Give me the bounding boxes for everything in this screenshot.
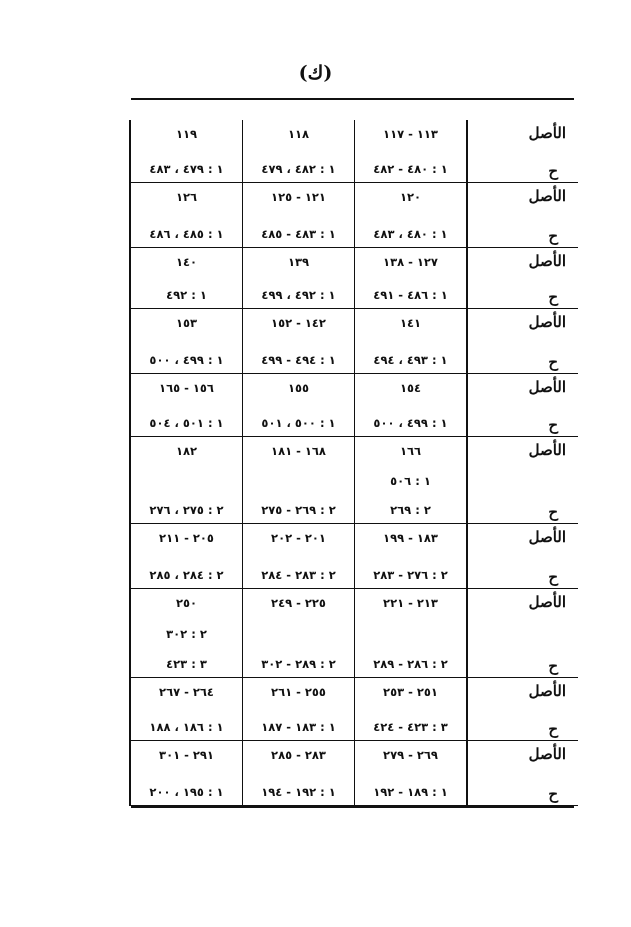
row-label-cell [467,437,578,524]
cell-locator: ١ : ١٩٥ ، ٢٠٠ [149,785,224,799]
table-cell [243,589,355,678]
cell-reference: ١٥٣ [175,316,198,330]
row-label-cell [467,589,578,678]
cell-reference: ١٢٧ - ١٣٨ [383,255,438,269]
cell-reference: ١٦٦ [399,444,422,458]
cell-locator: ٢ : ٢٧٥ ، ٢٧٦ [149,503,224,517]
table-row [130,678,578,741]
table-cell [355,524,468,589]
label-ha: ح [548,353,558,371]
cell-locator: ٣ : ٤٢٣ - ٤٢٤ [373,720,448,734]
table-cell [130,589,243,678]
concordance-table [129,120,578,806]
cell-reference: ٢٨٣ - ٢٨٥ [271,748,326,762]
label-ha: ح [548,568,558,586]
label-ha: ح [548,162,558,180]
cell-reference: ١٣٩ [287,255,310,269]
table-cell [130,524,243,589]
table-cell [130,437,243,524]
row-label-cell [467,741,578,806]
table-cell [243,741,355,806]
cell-locator: ٢ : ٢٦٩ - ٢٧٥ [261,503,336,517]
table-cell [355,120,468,183]
label-ha: ح [548,720,558,738]
cell-reference: ١١٨ [287,127,310,141]
table-cell [355,589,468,678]
cell-reference: ٢٩١ - ٣٠١ [159,748,214,762]
cell-reference: ٢٦٩ - ٢٧٩ [383,748,438,762]
table-cell [130,741,243,806]
cell-locator: ٣ : ٤٢٣ [166,657,207,671]
cell-reference: ٢٥٥ - ٢٦١ [271,685,326,699]
cell-locator: ١ : ٤٨٥ ، ٤٨٦ [149,227,224,241]
table-cell [243,437,355,524]
cell-reference: ١٤٢ - ١٥٢ [271,316,326,330]
label-ha: ح [548,416,558,434]
top-rule [131,98,574,100]
table-row [130,309,578,374]
cell-locator: ٢ : ٢٧٦ - ٢٨٣ [373,568,448,582]
cell-locator: ١ : ٤٩٤ - ٤٩٩ [261,353,336,367]
label-asl: الأصل [528,187,566,205]
cell-locator: ١ : ٤٩٩ ، ٥٠٠ [149,353,224,367]
row-label-cell [467,678,578,741]
row-label-cell [467,524,578,589]
cell-locator: ١ : ٤٨٠ - ٤٨٢ [373,162,448,176]
cell-locator: ١ : ٤٩٢ [166,288,207,302]
table-cell [130,248,243,309]
cell-reference: ١١٩ [175,127,198,141]
label-asl: الأصل [528,378,566,396]
label-ha: ح [548,503,558,521]
cell-reference: ٢٢٥ - ٢٤٩ [271,596,326,610]
cell-reference: ٢٠٥ - ٢١١ [159,531,214,545]
cell-locator: ١ : ١٨٣ - ١٨٧ [261,720,336,734]
table-row [130,374,578,437]
cell-locator: ١ : ٤٨٣ - ٤٨٥ [261,227,336,241]
table-cell [355,183,468,248]
table-cell [130,678,243,741]
cell-locator: ١ : ٤٨٢ ، ٤٧٩ [261,162,336,176]
table-cell [243,248,355,309]
cell-locator: ١ : ٤٨٠ ، ٤٨٣ [373,227,448,241]
page-header: (ك) [298,62,333,84]
table-row [130,183,578,248]
cell-reference: ١٨٣ - ١٩٩ [383,531,438,545]
table-cell [355,248,468,309]
table-cell [130,374,243,437]
table-cell [355,437,468,524]
cell-locator: ١ : ٥٠٠ ، ٥٠١ [261,416,336,430]
cell-locator: ١ : ٤٩٩ ، ٥٠٠ [373,416,448,430]
row-label-cell [467,248,578,309]
table-cell [355,678,468,741]
cell-locator: ٢ : ٢٦٩ [390,503,431,517]
cell-locator: ٢ : ٢٨٦ - ٢٨٩ [373,657,448,671]
cell-reference: ٢١٣ - ٢٢١ [383,596,438,610]
table-cell [243,120,355,183]
row-label-cell [467,120,578,183]
table-row [130,248,578,309]
cell-locator: ١ : ٤٩٢ ، ٤٩٩ [261,288,336,302]
cell-locator: ١ : ٤٧٩ ، ٤٨٣ [149,162,224,176]
label-asl: الأصل [528,528,566,546]
cell-reference: ٢٠١ - ٢٠٢ [271,531,326,545]
table-cell [130,183,243,248]
cell-reference: ١٢١ - ١٢٥ [271,190,326,204]
cell-reference: ١٦٨ - ١٨١ [271,444,326,458]
table-cell [243,678,355,741]
table-cell [243,524,355,589]
cell-locator: ٢ : ٢٨٤ ، ٢٨٥ [149,568,224,582]
row-label-cell [467,309,578,374]
table-cell [130,309,243,374]
label-asl: الأصل [528,441,566,459]
table-cell [355,309,468,374]
label-ha: ح [548,288,558,306]
cell-reference: ١٢٠ [399,190,422,204]
cell-reference: ١٢٦ [175,190,198,204]
table-cell [355,374,468,437]
table-row [130,524,578,589]
bottom-rule [131,806,574,808]
label-ha: ح [548,657,558,675]
cell-reference: ١١٣ - ١١٧ [383,127,438,141]
cell-reference: ١٤١ [399,316,422,330]
table-row [130,741,578,806]
label-asl: الأصل [528,124,566,142]
label-asl: الأصل [528,313,566,331]
label-ha: ح [548,785,558,803]
table-cell [243,374,355,437]
label-ha: ح [548,227,558,245]
label-asl: الأصل [528,745,566,763]
table-cell [355,741,468,806]
cell-locator: ١ : ٤٩٣ ، ٤٩٤ [373,353,448,367]
cell-locator: ١ : ١٩٢ - ١٩٤ [261,785,336,799]
cell-reference: ١٥٥ [287,381,310,395]
table-row [130,437,578,524]
cell-locator: ١ : ٤٨٦ - ٤٩١ [373,288,448,302]
table-row [130,589,578,678]
row-label-cell [467,374,578,437]
label-asl: الأصل [528,593,566,611]
cell-reference: ١٥٦ - ١٦٥ [159,381,214,395]
cell-reference: ٢٦٤ - ٢٦٧ [159,685,214,699]
cell-locator: ١ : ٥٠١ ، ٥٠٤ [149,416,224,430]
table-cell [243,183,355,248]
table-cell [243,309,355,374]
cell-reference: ١٤٠ [175,255,198,269]
cell-reference: ٢٥٠ [175,596,198,610]
cell-locator: ١ : ١٨٩ - ١٩٢ [373,785,448,799]
cell-locator: ١ : ٥٠٦ [390,473,431,488]
table-cell [130,120,243,183]
cell-reference: ١٥٤ [399,381,422,395]
cell-locator: ٢ : ٢٨٩ - ٣٠٢ [261,657,336,671]
row-label-cell [467,183,578,248]
label-asl: الأصل [528,252,566,270]
cell-locator: ٢ : ٢٨٣ - ٢٨٤ [261,568,336,582]
label-asl: الأصل [528,682,566,700]
table-row [130,120,578,183]
cell-locator: ٢ : ٣٠٢ [166,626,207,641]
cell-reference: ١٨٢ [175,444,198,458]
cell-locator: ١ : ١٨٦ ، ١٨٨ [149,720,224,734]
cell-reference: ٢٥١ - ٢٥٣ [383,685,438,699]
